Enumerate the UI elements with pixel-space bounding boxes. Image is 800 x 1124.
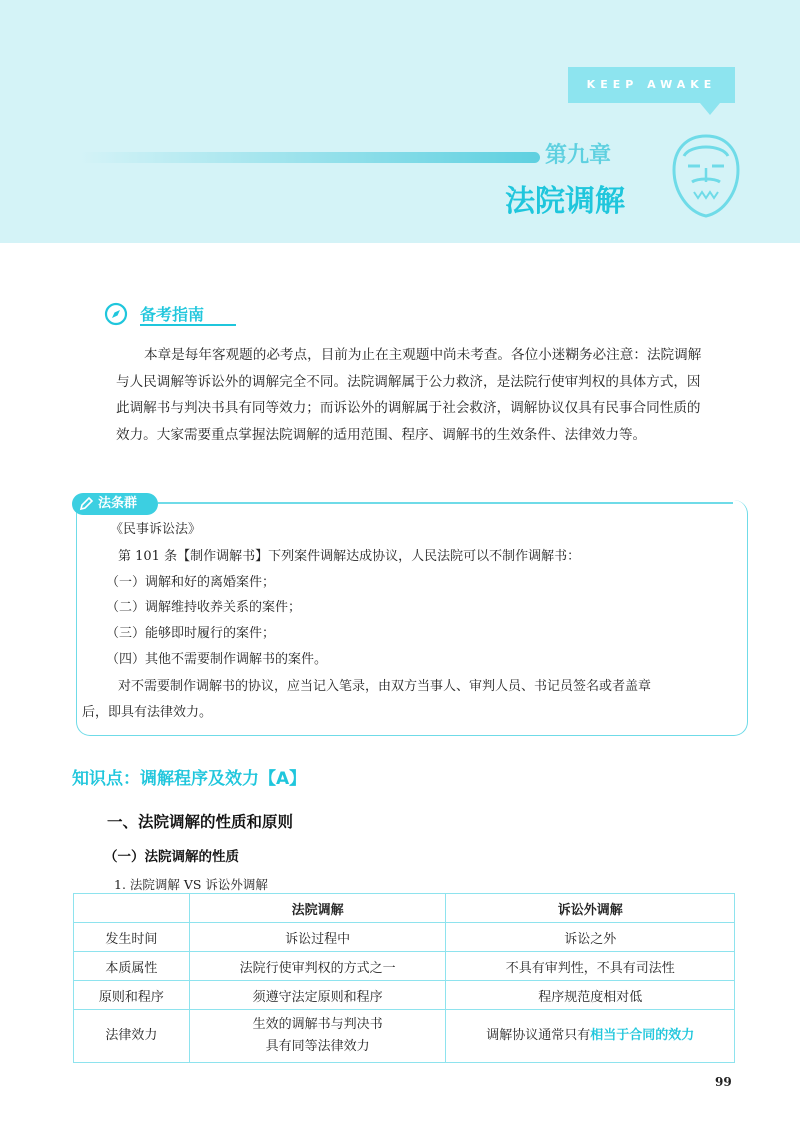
table-header-cell: 诉讼外调解: [446, 894, 735, 923]
table-cell: 法院行使审判权的方式之一: [189, 952, 446, 981]
chapter-title: 法院调解: [505, 184, 625, 219]
table-cell: 不具有审判性，不具有司法性: [446, 952, 735, 981]
table-cell: 程序规范度相对低: [446, 981, 735, 1010]
chapter-decor-line: [80, 152, 540, 163]
law-tab: [72, 493, 158, 515]
keep-awake-banner-tail: [700, 103, 720, 115]
table-row: [74, 952, 735, 981]
pencil-icon: [78, 496, 94, 512]
chapter-number: 第九章: [545, 143, 612, 168]
table-header-cell: 法院调解: [189, 894, 446, 923]
guide-body-text: [116, 342, 710, 448]
table-cell: 须遵守法定原则和程序: [189, 981, 446, 1010]
law-line: （二）调解维持收养关系的案件；: [106, 600, 302, 615]
knowledge-point-title: 知识点：调解程序及效力【A】: [72, 769, 307, 789]
law-line: （一）调解和好的离婚案件；: [106, 575, 276, 590]
table-cell: 诉讼之外: [446, 923, 735, 952]
table-cell: 发生时间: [74, 923, 190, 952]
guide-title-underline: [140, 324, 236, 326]
table-cell: 法律效力: [74, 1010, 190, 1063]
comparison-table: [73, 893, 735, 1063]
cell-text: 调解协议通常只有: [486, 1028, 591, 1043]
table-header-cell: [74, 894, 190, 923]
cell-line: 具有同等法律效力: [265, 1039, 370, 1054]
cell-line: 生效的调解书与判决书: [252, 1017, 383, 1032]
keep-awake-banner: KEEP AWAKE: [568, 67, 735, 103]
table-header-row: [74, 894, 735, 923]
table-cell: 本质属性: [74, 952, 190, 981]
page-number: 99: [715, 1075, 732, 1089]
section-heading-1: 一、法院调解的性质和原则: [107, 813, 294, 831]
table-cell: 原则和程序: [74, 981, 190, 1010]
guide-title: 备考指南: [140, 305, 205, 324]
law-box-top-border: [158, 502, 733, 504]
law-line: 《民事诉讼法》: [110, 522, 202, 537]
table-row: [74, 1010, 735, 1063]
law-line: （四）其他不需要制作调解书的案件。: [106, 652, 328, 667]
guide-body: 本章是每年客观题的必考点，目前为止在主观题中尚未考查。各位小迷糊务必注意：法院调解与人民调解等诉讼外的调解完全不同。法院调解属于公力救济，是法院行使审判权的具体方式，因此调解书与判决书具有同等效力；而诉讼外的调解属于社会救济，调解协议仅具有民事合同性质的效力。大家需要重点掌握法院调解的适用范围、程序、调解书的生效条件、法律效力等。: [116, 347, 702, 443]
law-tab-label: 法条群: [98, 496, 138, 511]
table-caption: 1. 法院调解 VS 诉讼外调解: [114, 877, 268, 892]
section-heading-2: （一）法院调解的性质: [104, 849, 239, 865]
table-cell: 诉讼过程中: [189, 923, 446, 952]
table-cell: [189, 1010, 446, 1063]
compass-icon: [104, 302, 128, 326]
law-line: （三）能够即时履行的案件；: [106, 626, 276, 641]
table-cell: [446, 1010, 735, 1063]
bearded-face-icon: [666, 130, 746, 220]
table-row: [74, 923, 735, 952]
law-line: 后，即具有法律效力。: [82, 705, 213, 720]
law-line: 第 101 条【制作调解书】下列案件调解达成协议，人民法院可以不制作调解书：: [118, 549, 581, 564]
highlighted-text: 相当于合同的效力: [590, 1028, 695, 1043]
law-line: 对不需要制作调解书的协议，应当记入笔录，由双方当事人、审判人员、书记员签名或者盖章: [118, 679, 652, 694]
table-row: [74, 981, 735, 1010]
